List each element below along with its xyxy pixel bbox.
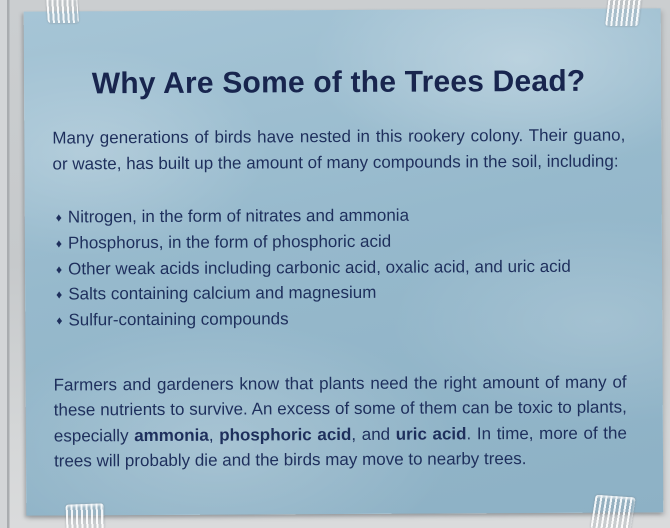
bullet-item — [56, 228, 626, 257]
bullet-text: Other weak acids including carbonic acid, oxalic acid, and uric acid — [68, 256, 571, 279]
closing-bold-term: phosphoric acid — [219, 424, 352, 445]
bullet-text: Salts containing calcium and magnesium — [68, 283, 377, 304]
bullet-text: Phosphorus, in the form of phosphoric acid — [67, 231, 392, 253]
closing-text: . In time, more of the trees will probably die and the birds may move to nearby trees. — [53, 423, 627, 472]
diamond-bullet-icon: ♦ — [55, 210, 62, 225]
diamond-bullet-icon: ♦ — [55, 236, 63, 251]
bullet-list — [53, 203, 627, 335]
bullet-text: Nitrogen, in the form of nitrates and ammonia — [67, 205, 410, 227]
diamond-bullet-icon: ♦ — [56, 313, 63, 328]
closing-text: Farmers and gardeners know that plants need the right amount of many of these nutrients to survive. An excess of some of them can be toxic to plants, especially — [53, 372, 627, 446]
mounting-clip-top-left — [46, 0, 79, 23]
bullet-item — [56, 306, 626, 335]
bullet-text: Sulfur-containing compounds — [68, 309, 289, 330]
closing-text: , — [208, 425, 220, 445]
sign-board — [24, 8, 664, 515]
sign-title: Why Are Some of the Trees Dead? — [91, 64, 586, 101]
bullet-item — [56, 280, 626, 309]
closing-text: , and — [351, 424, 396, 444]
diamond-bullet-icon: ♦ — [56, 287, 63, 302]
intro-paragraph: Many generations of birds have nested in this rookery colony. Their guano, or waste, has built up the amount of many compounds in the soil, including: — [52, 125, 626, 174]
mounting-clip-bottom-right — [590, 495, 635, 528]
closing-paragraph — [54, 370, 628, 475]
mounting-clip-bottom-left — [66, 503, 105, 528]
closing-bold-term: uric acid — [395, 424, 467, 444]
diamond-bullet-icon: ♦ — [55, 262, 63, 277]
bullet-item — [56, 203, 626, 232]
bullet-item — [56, 254, 626, 283]
mounting-clip-top-right — [605, 0, 642, 26]
closing-bold-term: ammonia — [134, 425, 209, 446]
